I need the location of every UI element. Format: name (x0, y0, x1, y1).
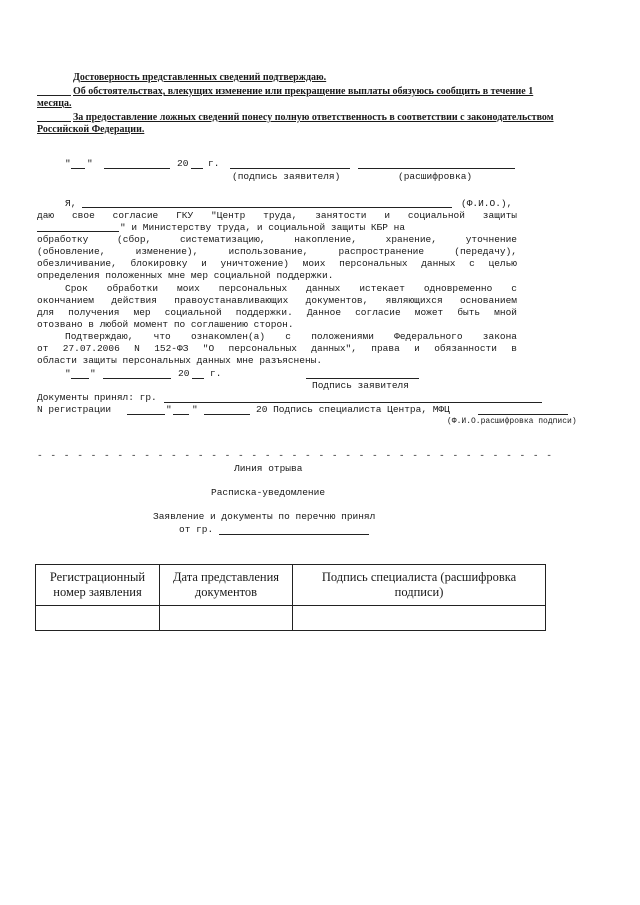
table-row (36, 606, 546, 631)
caption-signature: (подпись заявителя) (232, 171, 341, 182)
consent-line: " и Министерству труда, и социальной защиты КБР на (120, 222, 406, 233)
year-field[interactable] (191, 168, 203, 169)
indent-line (37, 95, 71, 96)
date-quote-open: " (65, 368, 71, 379)
organization-field[interactable] (37, 231, 119, 232)
confirm-line-3: За предоставление ложных сведений понесу полную ответственность в соответствии с законодательством (73, 112, 554, 123)
consent-line: Срок обработки моих персональных данных истекает одновременно с (65, 283, 517, 294)
month-field[interactable] (104, 168, 170, 169)
header-registration-number: Регистрационный номер заявления (36, 565, 160, 606)
year-suffix: г. (210, 368, 222, 379)
caption-decode: (расшифровка) (398, 171, 473, 182)
year-prefix: 20 (177, 158, 189, 169)
tear-line: - - - - - - - - - - - - - - - - - - - - - - - - - - - - - - - - - - - - - - - (37, 450, 553, 461)
receipt-from-field[interactable] (219, 534, 369, 535)
consent-line: области защиты персональных данных мне разъяснены. (37, 355, 323, 366)
consent-line: Подтверждаю, что ознакомлен(а) с положениями Федерального закона (65, 331, 517, 342)
day-field[interactable] (71, 168, 85, 169)
cell-registration-number[interactable] (36, 606, 160, 631)
consent-line: обработку (сбор, систематизацию, накопление, хранение, уточнение (37, 234, 517, 245)
confirm-line-3b: Российской Федерации. (37, 124, 145, 135)
consent-line: (обновление, изменение), использование, распространение (передачу), (37, 246, 517, 257)
date-quote-open: " (65, 158, 71, 169)
month-field[interactable] (204, 414, 250, 415)
consent-fio-caption: (Ф.И.О.), (461, 198, 513, 209)
month-field[interactable] (103, 378, 171, 379)
consent-line: обезличивание, блокировку и уничтожение) моих персональных данных с целью (37, 258, 517, 269)
registration-table (35, 564, 546, 631)
tear-line-label: Линия отрыва (234, 463, 303, 474)
registration-label: N регистрации (37, 404, 112, 415)
consent-line: для получения мер социальной поддержки. Данное согласие может быть мной (37, 307, 517, 318)
specialist-decode-caption: (Ф.И.О.расшифровка подписи) (447, 417, 577, 426)
consent-line: даю свое согласие ГКУ "Центр труда, занятости и социальной защиты (37, 210, 517, 221)
registration-number-field[interactable] (127, 414, 165, 415)
consent-line: определения положенных мне мер социальной поддержки. (37, 270, 334, 281)
year-prefix: 20 (178, 368, 190, 379)
consent-line: отозвано в любой момент по соглашению сторон. (37, 319, 294, 330)
year-suffix: г. (208, 158, 220, 169)
day-field[interactable] (173, 414, 189, 415)
confirm-line-2b: месяца. (37, 98, 72, 109)
header-specialist-signature: Подпись специалиста (расшифровка подписи) (293, 565, 546, 606)
date-quote-close: " (192, 404, 198, 415)
header-submission-date: Дата представления документов (160, 565, 293, 606)
accepted-by-field[interactable] (164, 402, 542, 403)
applicant-signature-field[interactable] (306, 378, 419, 379)
year-field[interactable] (192, 378, 204, 379)
confirm-line-1: Достоверность представленных сведений подтверждаю. (73, 72, 327, 83)
date-quote-open: " (166, 404, 172, 415)
date-quote-close: " (87, 158, 93, 169)
day-field[interactable] (71, 378, 89, 379)
consent-line: окончанием действия правоустанавливающих документов, являющихся основанием (37, 295, 517, 306)
applicant-signature-field[interactable] (230, 168, 350, 169)
receipt-title: Расписка-уведомление (211, 487, 326, 498)
receipt-text: Заявление и документы по перечню принял (153, 511, 376, 522)
consent-ya: Я, (65, 198, 77, 209)
caption-applicant-signature: Подпись заявителя (312, 380, 409, 391)
indent-line (37, 121, 71, 122)
date-quote-close: " (90, 368, 96, 379)
specialist-signature-field[interactable] (478, 414, 568, 415)
docs-accepted-label: Документы принял: гр. (37, 392, 157, 403)
specialist-signature-text: 20 Подпись специалиста Центра, МФЦ (256, 404, 450, 415)
confirm-line-2: Об обстоятельствах, влекущих изменение или прекращение выплаты обязуюсь сообщить в течение 1 (73, 86, 534, 97)
consent-line: от 27.07.2006 N 152-ФЗ "О персональных данных", права и обязанности в (37, 343, 517, 354)
cell-submission-date[interactable] (160, 606, 293, 631)
table-header-row (36, 565, 546, 606)
cell-specialist-signature[interactable] (293, 606, 546, 631)
receipt-from-label: от гр. (179, 524, 214, 535)
signature-decode-field[interactable] (358, 168, 515, 169)
fio-field[interactable] (82, 207, 452, 208)
